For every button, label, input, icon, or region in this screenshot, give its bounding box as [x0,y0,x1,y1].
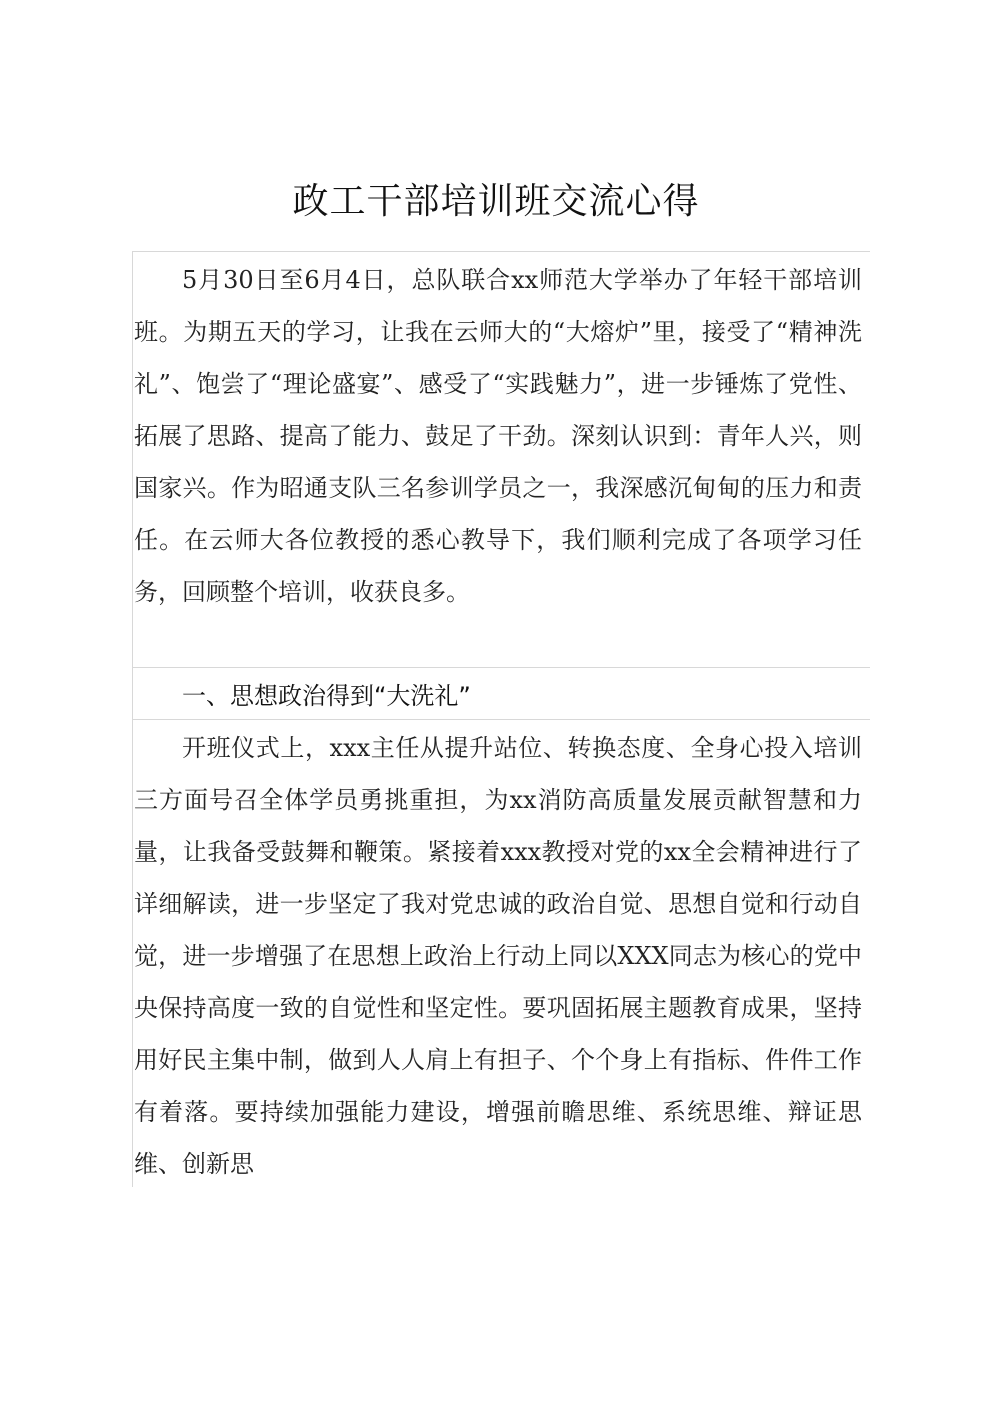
top-divider [132,251,870,252]
section-heading-1: 一、思想政治得到“大洗礼” [182,682,471,710]
section-1-paragraph: 开班仪式上，xxx主任从提升站位、转换态度、全身心投入培训三方面号召全体学员勇挑重担，为xx消防高质量发展贡献智慧和力量，让我备受鼓舞和鞭策。紧接着xxx教授对党的xx全会精神进行了详细解读，进一步坚定了我对党忠诚的政治自觉、思想自觉和行动自觉，进一步增强了在思想上政治上行动上同以XXX同志为核心的党中央保持高度一致的自觉性和坚定性。要巩固拓展主题教育成果，坚持用好民主集中制，做到人人肩上有担子、个个身上有指标、件件工作有着落。要持续加强能力建设，增强前瞻思维、系统思维、辩证思维、创新思 [134,734,862,1178]
intro-paragraph: 5月30日至6月4日，总队联合xx师范大学举办了年轻干部培训班。为期五天的学习，让我在云师大的“大熔炉”里，接受了“精神洗礼”、饱尝了“理论盛宴”、感受了“实践魅力”，进一步锤炼了党性、拓展了思路、提高了能力、鼓足了干劲。深刻认识到：青年人兴，则国家兴。作为昭通支队三名参训学员之一，我深感沉甸甸的压力和责任。在云师大各位教授的悉心教导下，我们顺利完成了各项学习任务，回顾整个培训，收获良多。 [134,266,862,606]
divider-before-heading [132,667,870,668]
document-title: 政工干部培训班交流心得 [292,181,700,222]
divider-after-heading [132,719,870,720]
